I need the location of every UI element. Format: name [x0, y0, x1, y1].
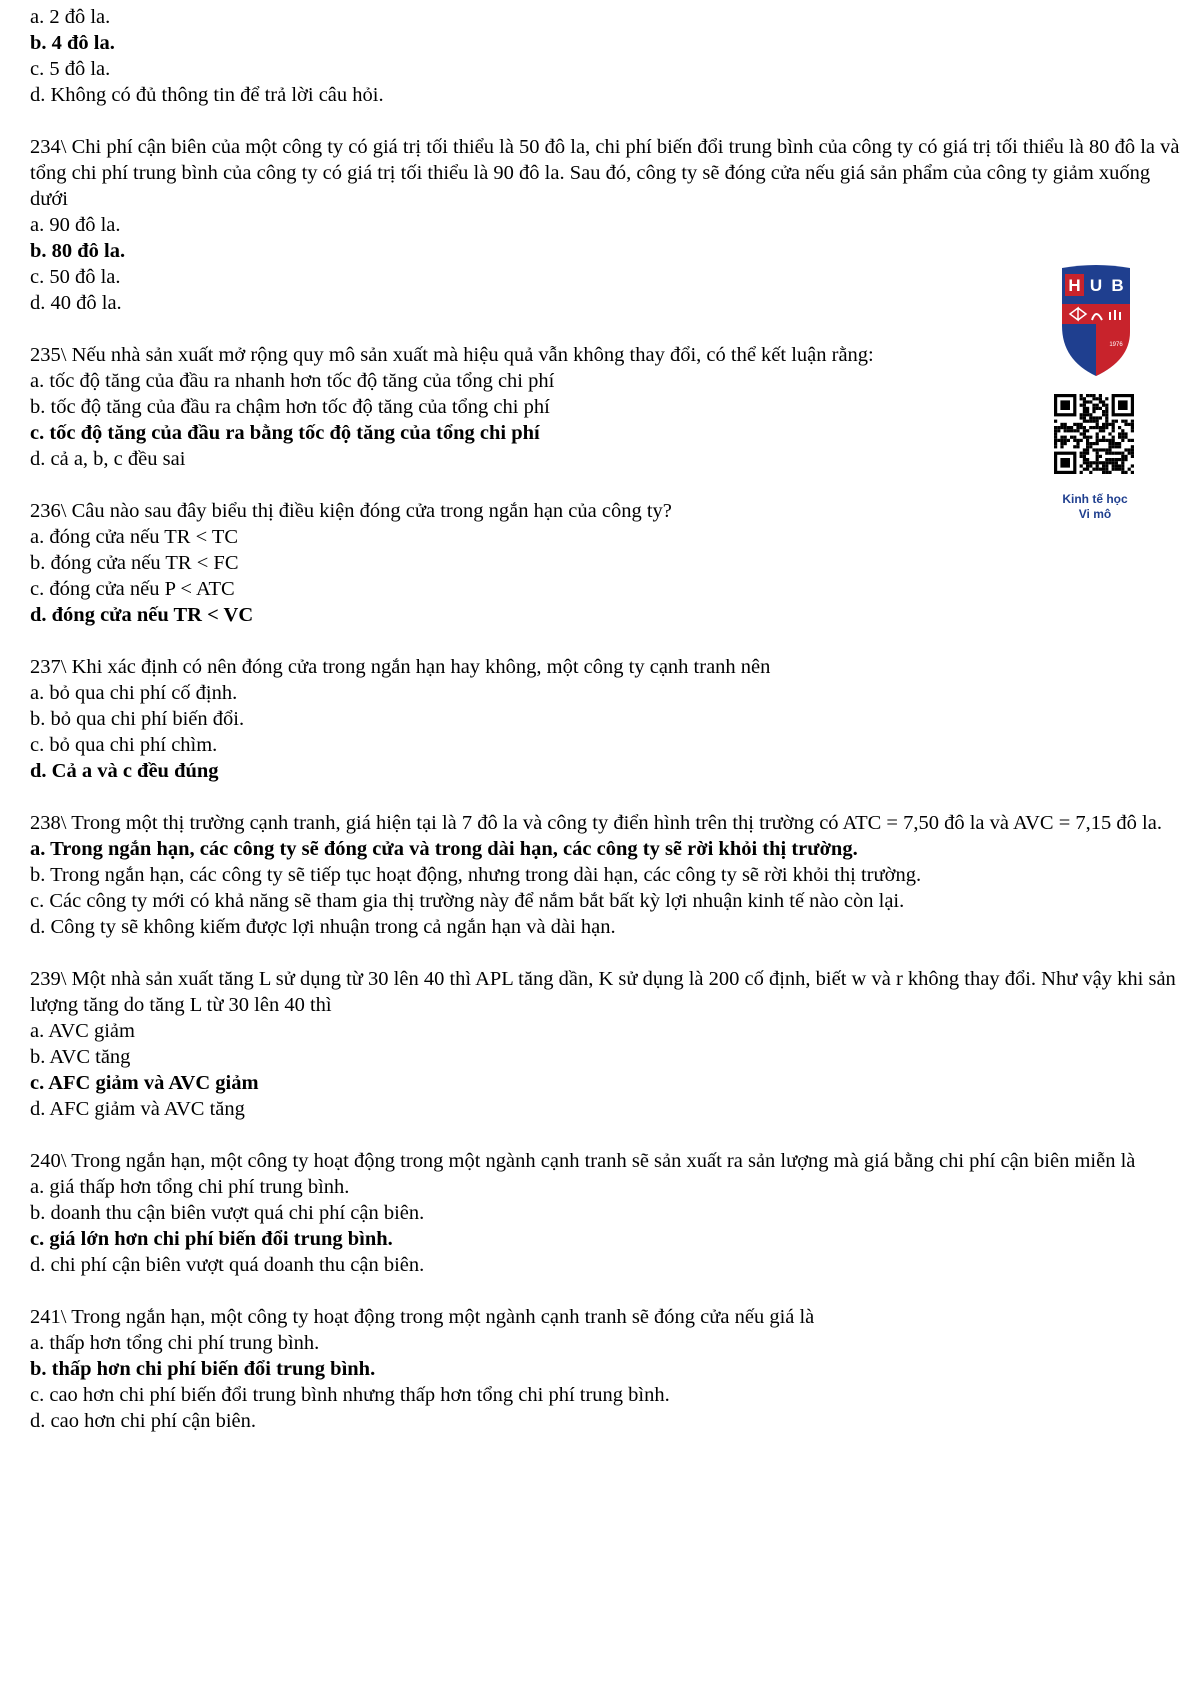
answer-option: d. cả a, b, c đều sai — [30, 448, 186, 470]
answer-option: a. Trong ngắn hạn, các công ty sẽ đóng cửa và trong dài hạn, các công ty sẽ rời khỏi thị trường. — [30, 838, 858, 860]
answer-option: b. Trong ngắn hạn, các công ty sẽ tiếp tục hoạt động, nhưng trong dài hạn, các công ty sẽ rời khỏi thị trường. — [30, 864, 922, 886]
question-text: 236\ Câu nào sau đây biểu thị điều kiện đóng cửa trong ngắn hạn của công ty? — [30, 500, 672, 522]
question-text: 237\ Khi xác định có nên đóng cửa trong ngắn hạn hay không, một công ty cạnh tranh nên — [30, 656, 771, 678]
answer-option: c. AFC giảm và AVC giảm — [30, 1072, 259, 1094]
answer-option: c. bỏ qua chi phí chìm. — [30, 734, 218, 756]
answer-option: b. AVC tăng — [30, 1046, 131, 1068]
logo-year: 1976 — [1109, 342, 1123, 348]
answer-option: c. 50 đô la. — [30, 266, 121, 288]
answer-option: d. 40 đô la. — [30, 292, 122, 314]
question-text: 238\ Trong một thị trường cạnh tranh, giá hiện tại là 7 đô la và công ty điển hình trên thị trường có ATC = 7,50 đô la và AVC = 7,15 đô la. — [30, 812, 1162, 834]
answer-option: c. Các công ty mới có khả năng sẽ tham gia thị trường này để nắm bắt bất kỳ lợi nhuận kinh tế nào còn lại. — [30, 890, 905, 912]
answer-option: b. tốc độ tăng của đầu ra chậm hơn tốc độ tăng của tổng chi phí — [30, 396, 550, 418]
answer-option: b. bỏ qua chi phí biến đổi. — [30, 708, 245, 730]
answer-option: d. chi phí cận biên vượt quá doanh thu cận biên. — [30, 1254, 425, 1276]
question-text: 234\ Chi phí cận biên của một công ty có giá trị tối thiểu là 50 đô la, chi phí biến đổi trung bình của công ty có giá trị tối thiểu là 80 đô la và tổng chi phí trung bình của công ty có giá trị tối thiểu là 90 đô la. Sau đó, công ty sẽ đóng cửa nếu giá sản phẩm của công ty giảm xuống dưới — [30, 136, 1180, 210]
question-text: 239\ Một nhà sản xuất tăng L sử dụng từ 30 lên 40 thì APL tăng dần, K sử dụng là 200 cố định, biết w và r không thay đổi. Như vậy khi sản lượng tăng do tăng L từ 30 lên 40 thì — [30, 968, 1176, 1016]
answer-option: c. 5 đô la. — [30, 58, 111, 80]
logo-caption-line1: Kinh tế học — [1062, 492, 1128, 506]
answer-option: d. Không có đủ thông tin để trả lời câu hỏi. — [30, 84, 384, 106]
hub-logo — [1056, 264, 1136, 379]
answer-option: a. thấp hơn tổng chi phí trung bình. — [30, 1332, 320, 1354]
question-text: 240\ Trong ngắn hạn, một công ty hoạt động trong một ngành cạnh tranh sẽ sản xuất ra sản lượng mà giá bằng chi phí cận biên miễn là — [30, 1150, 1136, 1172]
answer-option: d. cao hơn chi phí cận biên. — [30, 1410, 257, 1432]
answer-option: a. đóng cửa nếu TR < TC — [30, 526, 239, 548]
answer-option: c. đóng cửa nếu P < ATC — [30, 578, 235, 600]
answer-option: d. AFC giảm và AVC tăng — [30, 1098, 245, 1120]
document-body — [30, 4, 1180, 1434]
logo-letter-b: B — [1111, 276, 1124, 295]
answer-option: a. bỏ qua chi phí cố định. — [30, 682, 238, 704]
answer-option: d. Công ty sẽ không kiếm được lợi nhuận trong cả ngắn hạn và dài hạn. — [30, 916, 616, 938]
answer-option: b. 80 đô la. — [30, 240, 126, 262]
answer-option: b. doanh thu cận biên vượt quá chi phí cận biên. — [30, 1202, 425, 1224]
answer-option: a. 2 đô la. — [30, 6, 111, 28]
shield-red-lower — [1096, 324, 1130, 376]
answer-option: d. đóng cửa nếu TR < VC — [30, 604, 254, 626]
answer-option: b. đóng cửa nếu TR < FC — [30, 552, 239, 574]
answer-option: c. tốc độ tăng của đầu ra bằng tốc độ tăng của tổng chi phí — [30, 422, 540, 444]
logo-letter-u: U — [1089, 276, 1103, 295]
answer-option: d. Cả a và c đều đúng — [30, 760, 219, 782]
logo-letter-h: H — [1068, 276, 1081, 295]
logo-caption-line2: Vi mô — [1078, 507, 1112, 521]
answer-option: a. giá thấp hơn tổng chi phí trung bình. — [30, 1176, 350, 1198]
answer-option: c. giá lớn hơn chi phí biến đổi trung bình. — [30, 1228, 393, 1250]
question-text: 235\ Nếu nhà sản xuất mở rộng quy mô sản xuất mà hiệu quả vẫn không thay đổi, có thể kết luận rằng: — [30, 344, 874, 366]
answer-option: a. tốc độ tăng của đầu ra nhanh hơn tốc độ tăng của tổng chi phí — [30, 370, 555, 392]
answer-option: b. thấp hơn chi phí biến đổi trung bình. — [30, 1358, 376, 1380]
question-text: 241\ Trong ngắn hạn, một công ty hoạt động trong một ngành cạnh tranh sẽ đóng cửa nếu giá là — [30, 1306, 815, 1328]
answer-option: b. 4 đô la. — [30, 32, 115, 54]
answer-option: a. 90 đô la. — [30, 214, 121, 236]
answer-option: a. AVC giảm — [30, 1020, 135, 1042]
answer-option: c. cao hơn chi phí biến đổi trung bình nhưng thấp hơn tổng chi phí trung bình. — [30, 1384, 670, 1406]
qr-code — [1054, 393, 1134, 475]
